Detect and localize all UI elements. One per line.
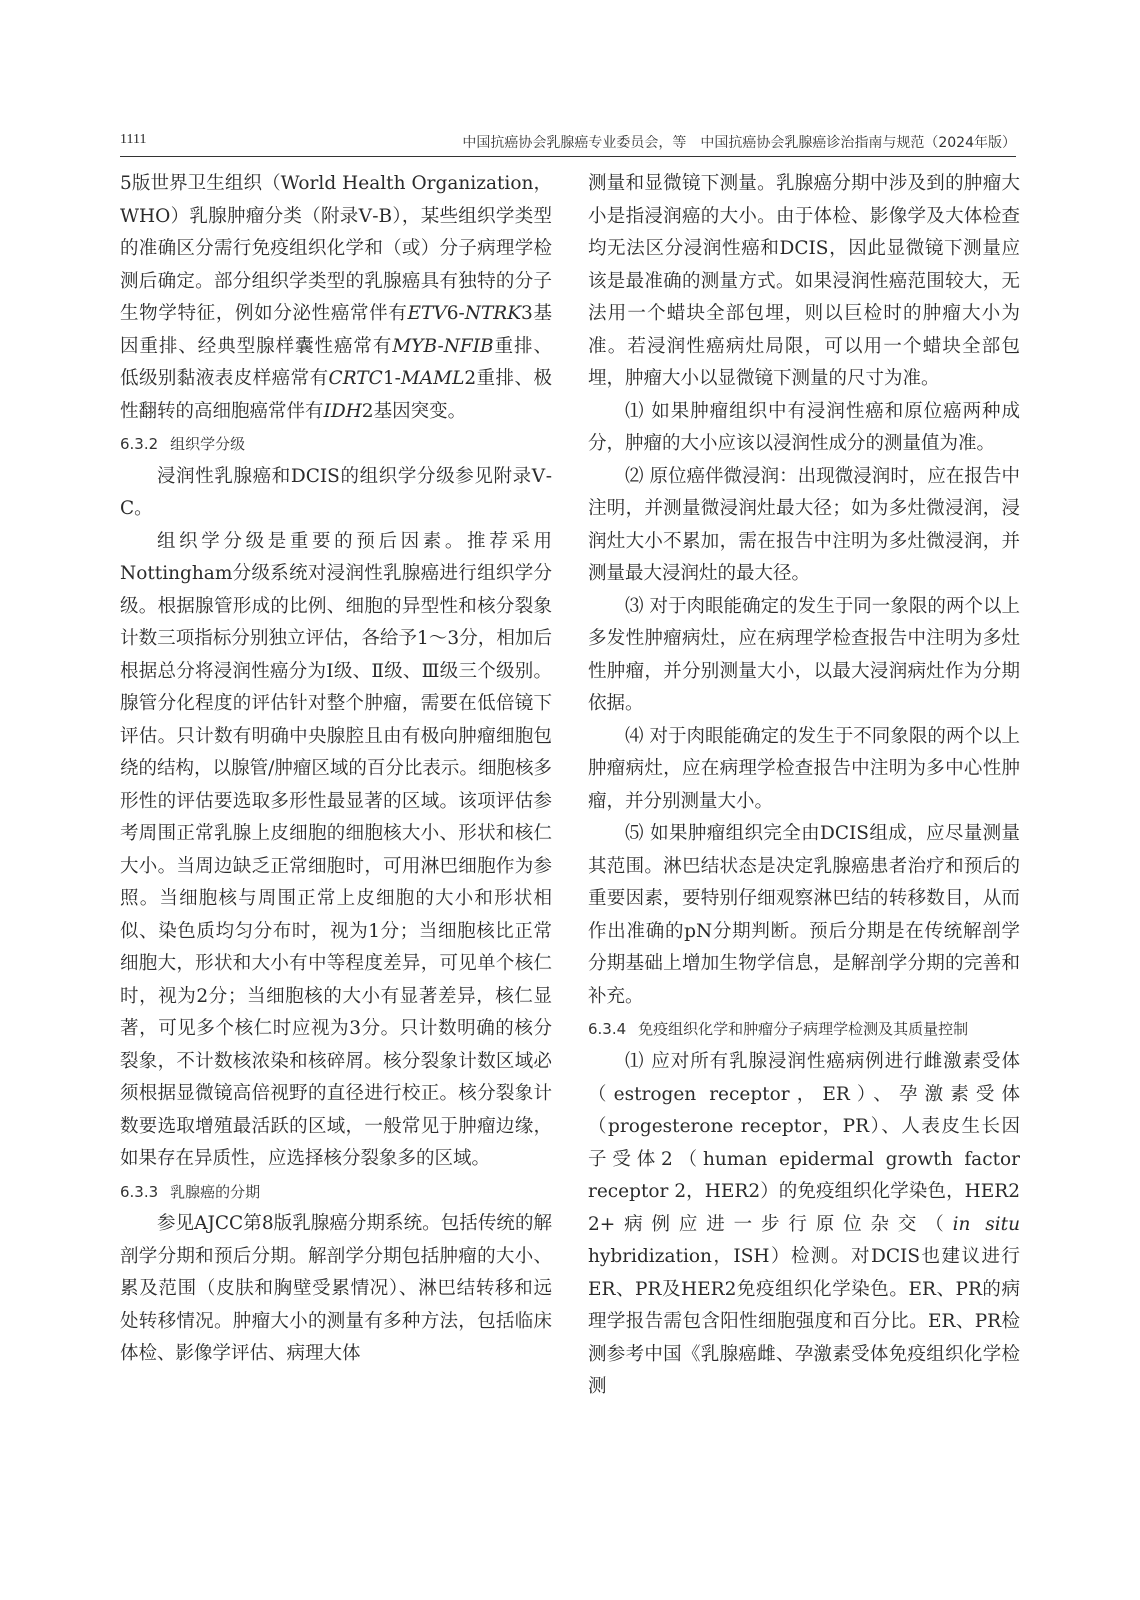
paragraph: 组织学分级是重要的预后因素。推荐采用Nottingham分级系统对浸润性乳腺癌进行组织学分级。根据腺管形成的比例、细胞的异型性和核分裂象计数三项指标分别独立评估，各给予1～3分，相加后根据总分将浸润性癌分为Ⅰ级、Ⅱ级、Ⅲ级三个级别。腺管分化程度的评估针对整个肿瘤，需要在低倍镜下评估。只计数有明确中央腺腔且由有极向肿瘤细胞包绕的结构，以腺管/肿瘤区域的百分比表示。细胞核多形性的评估要选取多形性最显著的区域。该项评估参考周围正常乳腺上皮细胞的细胞核大小、形状和核仁大小。当周边缺乏正常细胞时，可用淋巴细胞作为参照。当细胞核与周围正常上皮细胞的大小和形状相似、染色质均匀分布时，视为1分；当细胞核比正常细胞大，形状和大小有中等程度差异，可见单个核仁时，视为2分；当细胞核的大小有显著差异，核仁显著，可见多个核仁时应视为3分。只计数明确的核分裂象，不计数核浓染和核碎屑。核分裂象计数区域必须根据显微镜高倍视野的直径进行校正。核分裂象计数要选取增殖最活跃的区域，一般常见于肿瘤边缘，如果存在异质性，应选择核分裂象多的区域。 <box>120 530 552 1169</box>
list-item: ⑴ 如果肿瘤组织中有浸润性癌和原位癌两种成分，肿瘤的大小应该以浸润性成分的测量值为准。 <box>588 400 1020 454</box>
paragraph: 测量和显微镜下测量。乳腺癌分期中涉及到的肿瘤大小是指浸润癌的大小。由于体检、影像学及大体检查均无法区分浸润性癌和DCIS，因此显微镜下测量应该是最准确的测量方式。如果浸润性癌范围较大，无法用一个蜡块全部包埋，则以巨检时的肿瘤大小为准。若浸润性癌病灶局限，可以用一个蜡块全部包埋，肿瘤大小以显微镜下测量的尺寸为准。 <box>588 173 1020 389</box>
left-column <box>120 168 552 1371</box>
list-item: ⑷ 对于肉眼能确定的发生于不同象限的两个以上肿瘤病灶，应在病理学检查报告中注明为多中心性肿瘤，并分别测量大小。 <box>588 725 1020 812</box>
page-number: 1111 <box>120 132 147 147</box>
list-item: ⑸ 如果肿瘤组织完全由DCIS组成，应尽量测量其范围。淋巴结状态是决定乳腺癌患者治疗和预后的重要因素，要特别仔细观察淋巴结的转移数目，从而作出准确的pN分期判断。预后分期是在传统解剖学分期基础上增加生物学信息，是解剖学分期的完善和补充。 <box>588 823 1020 1007</box>
section-heading-6-3-3: 6.3.3 乳腺癌的分期 <box>120 1182 261 1201</box>
paragraph: 浸润性乳腺癌和DCIS的组织学分级参见附录Ⅴ-C。 <box>120 465 552 519</box>
running-head-title: 中国抗癌协会乳腺癌专业委员会，等 中国抗癌协会乳腺癌诊治指南与规范（2024年版） <box>462 135 1016 151</box>
right-column <box>588 168 1020 1404</box>
list-item: ⑵ 原位癌伴微浸润：出现微浸润时，应在报告中注明，并测量微浸润灶最大径；如为多灶微浸润，浸润灶大小不累加，需在报告中注明为多灶微浸润，并测量最大浸润灶的最大径。 <box>588 465 1020 584</box>
running-header <box>120 132 1016 157</box>
list-item: ⑶ 对于肉眼能确定的发生于同一象限的两个以上多发性肿瘤病灶，应在病理学检查报告中注明为多灶性肿瘤，并分别测量大小，以最大浸润病灶作为分期依据。 <box>588 595 1020 714</box>
list-item: ⑴ 应对所有乳腺浸润性癌病例进行雌激素受体（estrogen receptor，ER）、孕激素受体（progesterone receptor，PR）、人表皮生长因子受体2（human epidermal growth factor receptor 2，HER2）的免疫组织化学染色，HER2 2+病例应进一步行原位杂交（in situ hybridization，ISH）检测。对DCIS也建议进行ER、PR及HER2免疫组织化学染色。ER、PR的病理学报告需包含阳性细胞强度和百分比。ER、PR检测参考中国《乳腺癌雌、孕激素受体免疫组织化学检测 <box>588 1051 1020 1397</box>
section-heading-6-3-4: 6.3.4 免疫组织化学和肿瘤分子病理学检测及其质量控制 <box>588 1020 969 1038</box>
paragraph: 5版世界卫生组织（World Health Organization，WHO）乳腺肿瘤分类（附录Ⅴ-B），某些组织学类型的准确区分需行免疫组织化学和（或）分子病理学检测后确定。部分组织学类型的乳腺癌具有独特的分子生物学特征，例如分泌性癌常伴有ETV6-NTRK3基因重排、经典型腺样囊性癌常有MYB-NFIB重排、低级别黏液表皮样癌常有CRTC1-MAML2重排、极性翻转的高细胞癌常伴有IDH2基因突变。 <box>120 173 552 422</box>
paragraph: 参见AJCC第8版乳腺癌分期系统。包括传统的解剖学分期和预后分期。解剖学分期包括肿瘤的大小、累及范围（皮肤和胸壁受累情况）、淋巴结转移和远处转移情况。肿瘤大小的测量有多种方法，包括临床体检、影像学评估、病理大体 <box>120 1213 552 1364</box>
section-heading-6-3-2: 6.3.2 组织学分级 <box>120 435 246 453</box>
